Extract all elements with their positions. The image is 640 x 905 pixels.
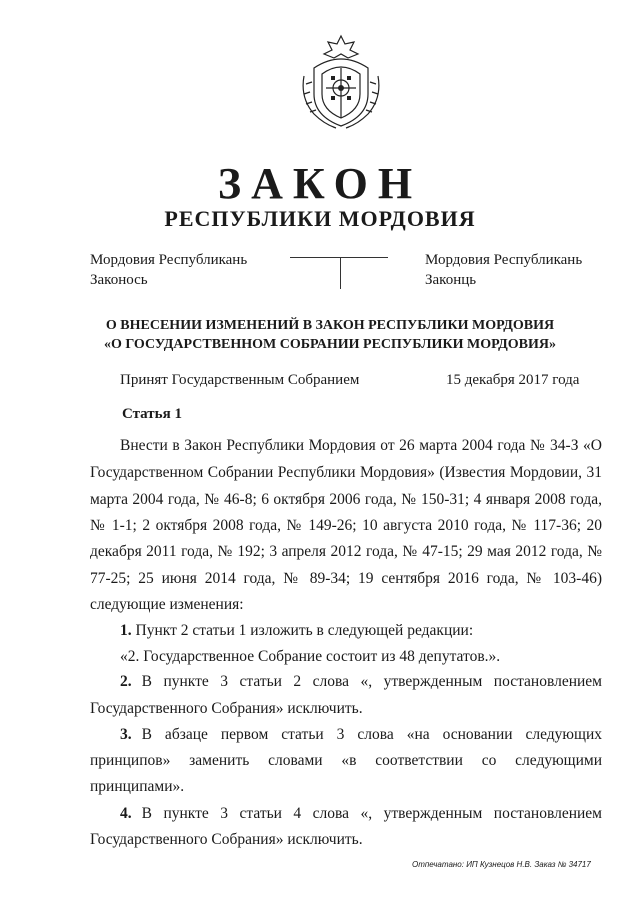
- item-text: Государственного Собрания» исключить.: [90, 700, 363, 717]
- item-text: Государственного Собрания» исключить.: [90, 831, 363, 848]
- print-footer: Отпечатано: ИП Кузнецов Н.В. Заказ № 34717: [412, 860, 591, 869]
- item-text: «2. Государственное Собрание состоит из 48 депутатов.».: [120, 648, 501, 665]
- document-heading: [60, 316, 600, 354]
- paragraph-line: следующие изменения:: [90, 596, 244, 613]
- item-number: 4.: [120, 805, 132, 822]
- item-text: принципов» заменить словами «в соответствии со следующими: [90, 752, 602, 769]
- paragraph-line: Внести в Закон Республики Мордовия от 26 марта 2004 года № 34-З «О: [120, 437, 602, 454]
- right-language-title: [425, 250, 582, 290]
- left-language-line: Мордовия Республикань: [90, 252, 248, 268]
- list-item: [120, 726, 602, 744]
- item-number: 1.: [120, 622, 132, 639]
- heading-line: О ВНЕСЕНИИ ИЗМЕНЕНИЙ В ЗАКОН РЕСПУБЛИКИ МОРДОВИЯ: [105, 318, 555, 333]
- left-language-title: [90, 250, 247, 290]
- item-text: Пункт 2 статьи 1 изложить в следующей редакции:: [135, 622, 474, 639]
- left-language-line: Законось: [90, 272, 148, 288]
- coat-of-arms-icon: [296, 32, 386, 132]
- paragraph-line: марта 2004 года, № 46-8; 6 октября 2006 года, № 150-31; 4 января 2008 года,: [90, 491, 602, 508]
- separator-line: [340, 257, 341, 289]
- paragraph-line: декабря 2011 года, № 192; 3 апреля 2012 года, № 47-15; 29 мая 2012 года, №: [90, 543, 602, 560]
- right-language-line: Мордовия Республикань: [425, 252, 583, 268]
- separator-line: [290, 257, 388, 258]
- law-title: ЗАКОН: [217, 159, 423, 208]
- adopted-date: 15 декабря 2017 года: [446, 372, 580, 388]
- article-title: Статья 1: [122, 406, 182, 422]
- list-item: [120, 622, 473, 640]
- heading-line: «О ГОСУДАРСТВЕННОМ СОБРАНИИ РЕСПУБЛИКИ МОРДОВИЯ»: [103, 337, 556, 352]
- law-subtitle: РЕСПУБЛИКИ МОРДОВИЯ: [164, 206, 476, 231]
- item-text: В пункте 3 статьи 2 слова «, утвержденным постановлением: [141, 673, 602, 690]
- item-text: В абзаце первом статьи 3 слова «на основании следующих: [141, 726, 602, 743]
- list-item: [120, 805, 602, 823]
- list-item: [120, 673, 602, 691]
- paragraph-line: Государственном Собрании Республики Мордовия» (Известия Мордовии, 31: [90, 464, 602, 481]
- adopted-by: Принят Государственным Собранием: [120, 372, 360, 388]
- item-text: В пункте 3 статьи 4 слова «, утвержденным постановлением: [141, 805, 602, 822]
- paragraph-line: 77-25; 25 июня 2014 года, № 89-34; 19 сентября 2016 года, № 103-46): [90, 570, 602, 587]
- right-language-line: Законць: [425, 272, 477, 288]
- item-number: 3.: [120, 726, 132, 743]
- item-text: принципами».: [90, 778, 185, 795]
- item-number: 2.: [120, 673, 132, 690]
- paragraph-line: № 1-1; 2 октября 2008 года, № 149-26; 10 августа 2010 года, № 117-36; 20: [90, 517, 602, 534]
